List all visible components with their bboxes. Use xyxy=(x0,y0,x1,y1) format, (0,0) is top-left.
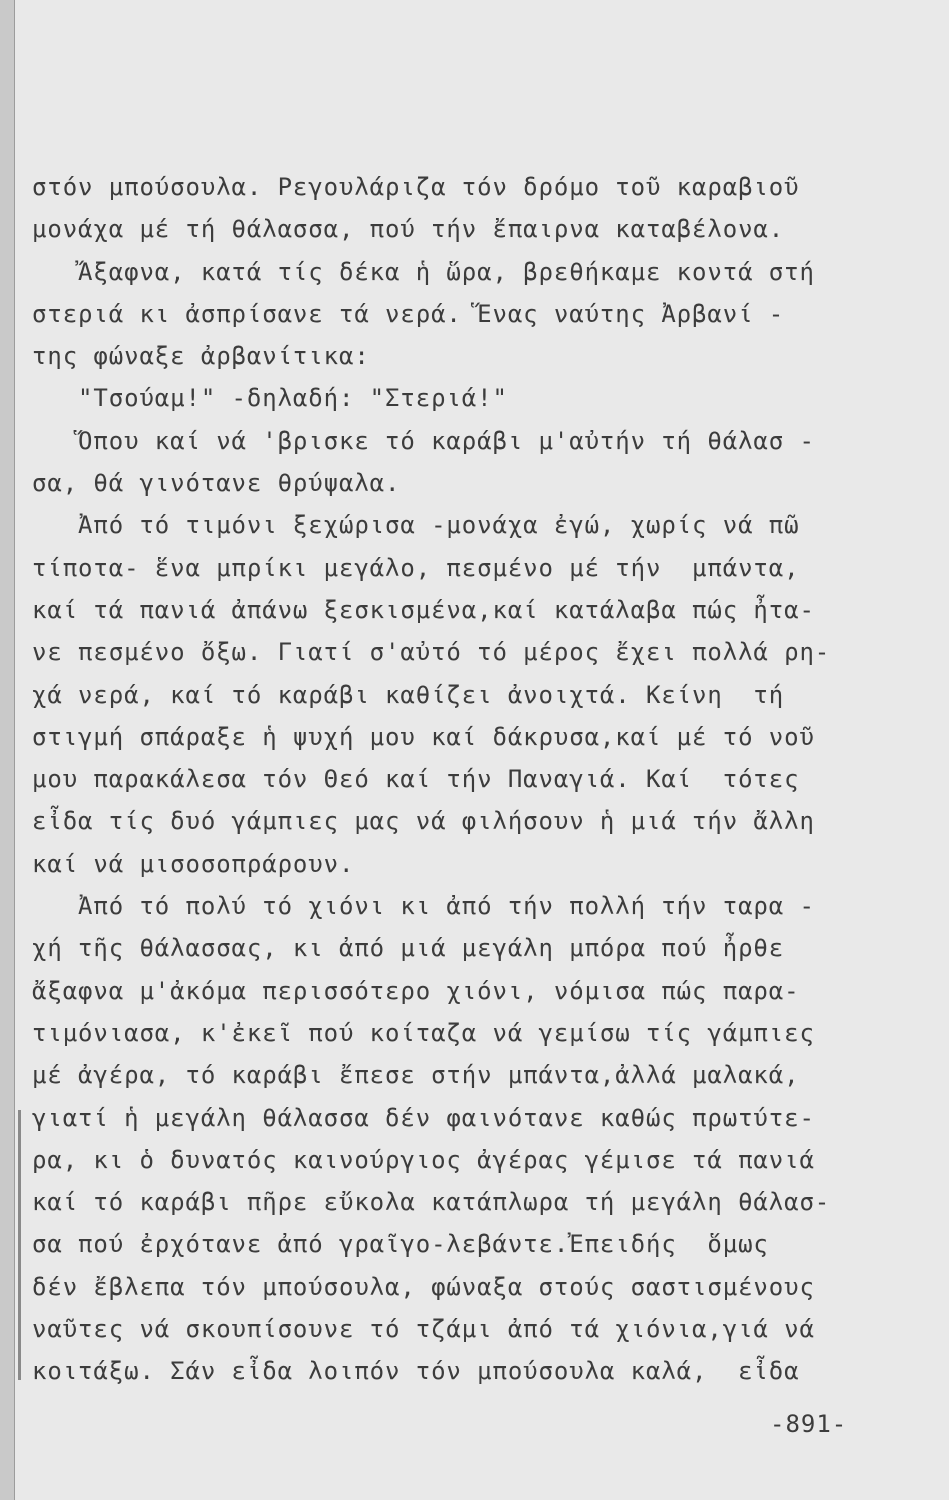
text-line: μου παρακάλεσα τόν Θεό καί τήν Παναγιά. Καί τότες xyxy=(32,765,800,794)
text-line: στεριά κι ἀσπρίσανε τά νερά. Ἕνας ναύτης Ἀρβανί - xyxy=(32,299,785,328)
text-line: της φώναξε ἀρβανίτικα: xyxy=(32,342,370,371)
text-line: στόν μπούσουλα. Ρεγουλάριζα τόν δρόμο τοῦ καραβιοῦ xyxy=(32,173,800,201)
text-line: γιατί ἡ μεγάλη θάλασσα δέν φαινότανε καθώς πρωτύτε- xyxy=(32,1103,815,1132)
text-line: ναῦτες νά σκουπίσουνε τό τζάμι ἀπό τά χιόνια,γιά νά xyxy=(32,1315,815,1344)
text-line: σα, θά γινότανε θρύψαλα. xyxy=(32,469,401,498)
text-line: χή τῆς θάλασσας, κι ἀπό μιά μεγάλη μπόρα πού ἦρθε xyxy=(32,934,785,963)
text-line: καί τά πανιά ἀπάνω ξεσκισμένα,καί κατάλαβα πώς ἦτα- xyxy=(32,595,815,624)
text-line: νε πεσμένο ὄξω. Γιατί σ'αὐτό τό μέρος ἔχει πολλά ρη- xyxy=(32,638,831,667)
text-line: τίποτα- ἕνα μπρίκι μεγάλο, πεσμένο μέ τήν μπάντα, xyxy=(32,553,800,582)
text-line: "Τσούαμ!" -δηλαδή: "Στεριά!" xyxy=(32,384,508,413)
text-line: ρα, κι ὁ δυνατός καινούργιος ἀγέρας γέμισε τά πανιά xyxy=(32,1145,815,1174)
binding-edge xyxy=(0,0,15,1500)
text-line: καί τό καράβι πῆρε εὔκολα κατάπλωρα τή μεγάλη θάλασ- xyxy=(32,1188,831,1217)
text-line: Ἀπό τό τιμόνι ξεχώρισα -μονάχα ἐγώ, χωρίς νά πῶ xyxy=(32,511,800,540)
text-line: σα πού ἐρχότανε ἀπό γραῖγο-λεβάντε.Ἐπειδής ὅμως xyxy=(32,1230,769,1259)
body-text xyxy=(32,166,912,1393)
binding-shadow xyxy=(18,1110,21,1380)
text-line: Ἄξαφνα, κατά τίς δέκα ἡ ὥρα, βρεθήκαμε κοντά στή xyxy=(32,257,815,286)
text-line: κοιτάξω. Σάν εἶδα λοιπόν τόν μπούσουλα καλά, εἶδα xyxy=(32,1357,800,1386)
text-line: Ἀπό τό πολύ τό χιόνι κι ἀπό τήν πολλή τήν ταρα - xyxy=(32,892,815,921)
text-line: στιγμή σπάραξε ἡ ψυχή μου καί δάκρυσα,καί μέ τό νοῦ xyxy=(32,722,815,751)
page-number: -891- xyxy=(770,1410,848,1438)
text-line: ἄξαφνα μ'ἀκόμα περισσότερο χιόνι, νόμισα πώς παρα- xyxy=(32,976,800,1005)
text-line: δέν ἔβλεπα τόν μπούσουλα, φώναξα στούς σαστισμένους xyxy=(32,1272,815,1301)
text-line: χά νερά, καί τό καράβι καθίζει ἀνοιχτά. Κείνη τή xyxy=(32,680,785,709)
text-line: Ὅπου καί νά 'βρισκε τό καράβι μ'αὐτήν τή θάλασ - xyxy=(32,426,815,455)
text-line: τιμόνιασα, κ'ἐκεῖ πού κοίταζα νά γεμίσω τίς γάμπιες xyxy=(32,1018,815,1047)
text-line: καί νά μισοσοπράρουν. xyxy=(32,849,355,878)
text-line: εἶδα τίς δυό γάμπιες μας νά φιλήσουν ἡ μιά τήν ἄλλη xyxy=(32,807,815,836)
text-line: μονάχα μέ τή θάλασσα, πού τήν ἔπαιρνα καταβέλονα. xyxy=(32,215,785,244)
text-line: μέ ἀγέρα, τό καράβι ἔπεσε στήν μπάντα,ἀλλά μαλακά, xyxy=(32,1061,800,1090)
